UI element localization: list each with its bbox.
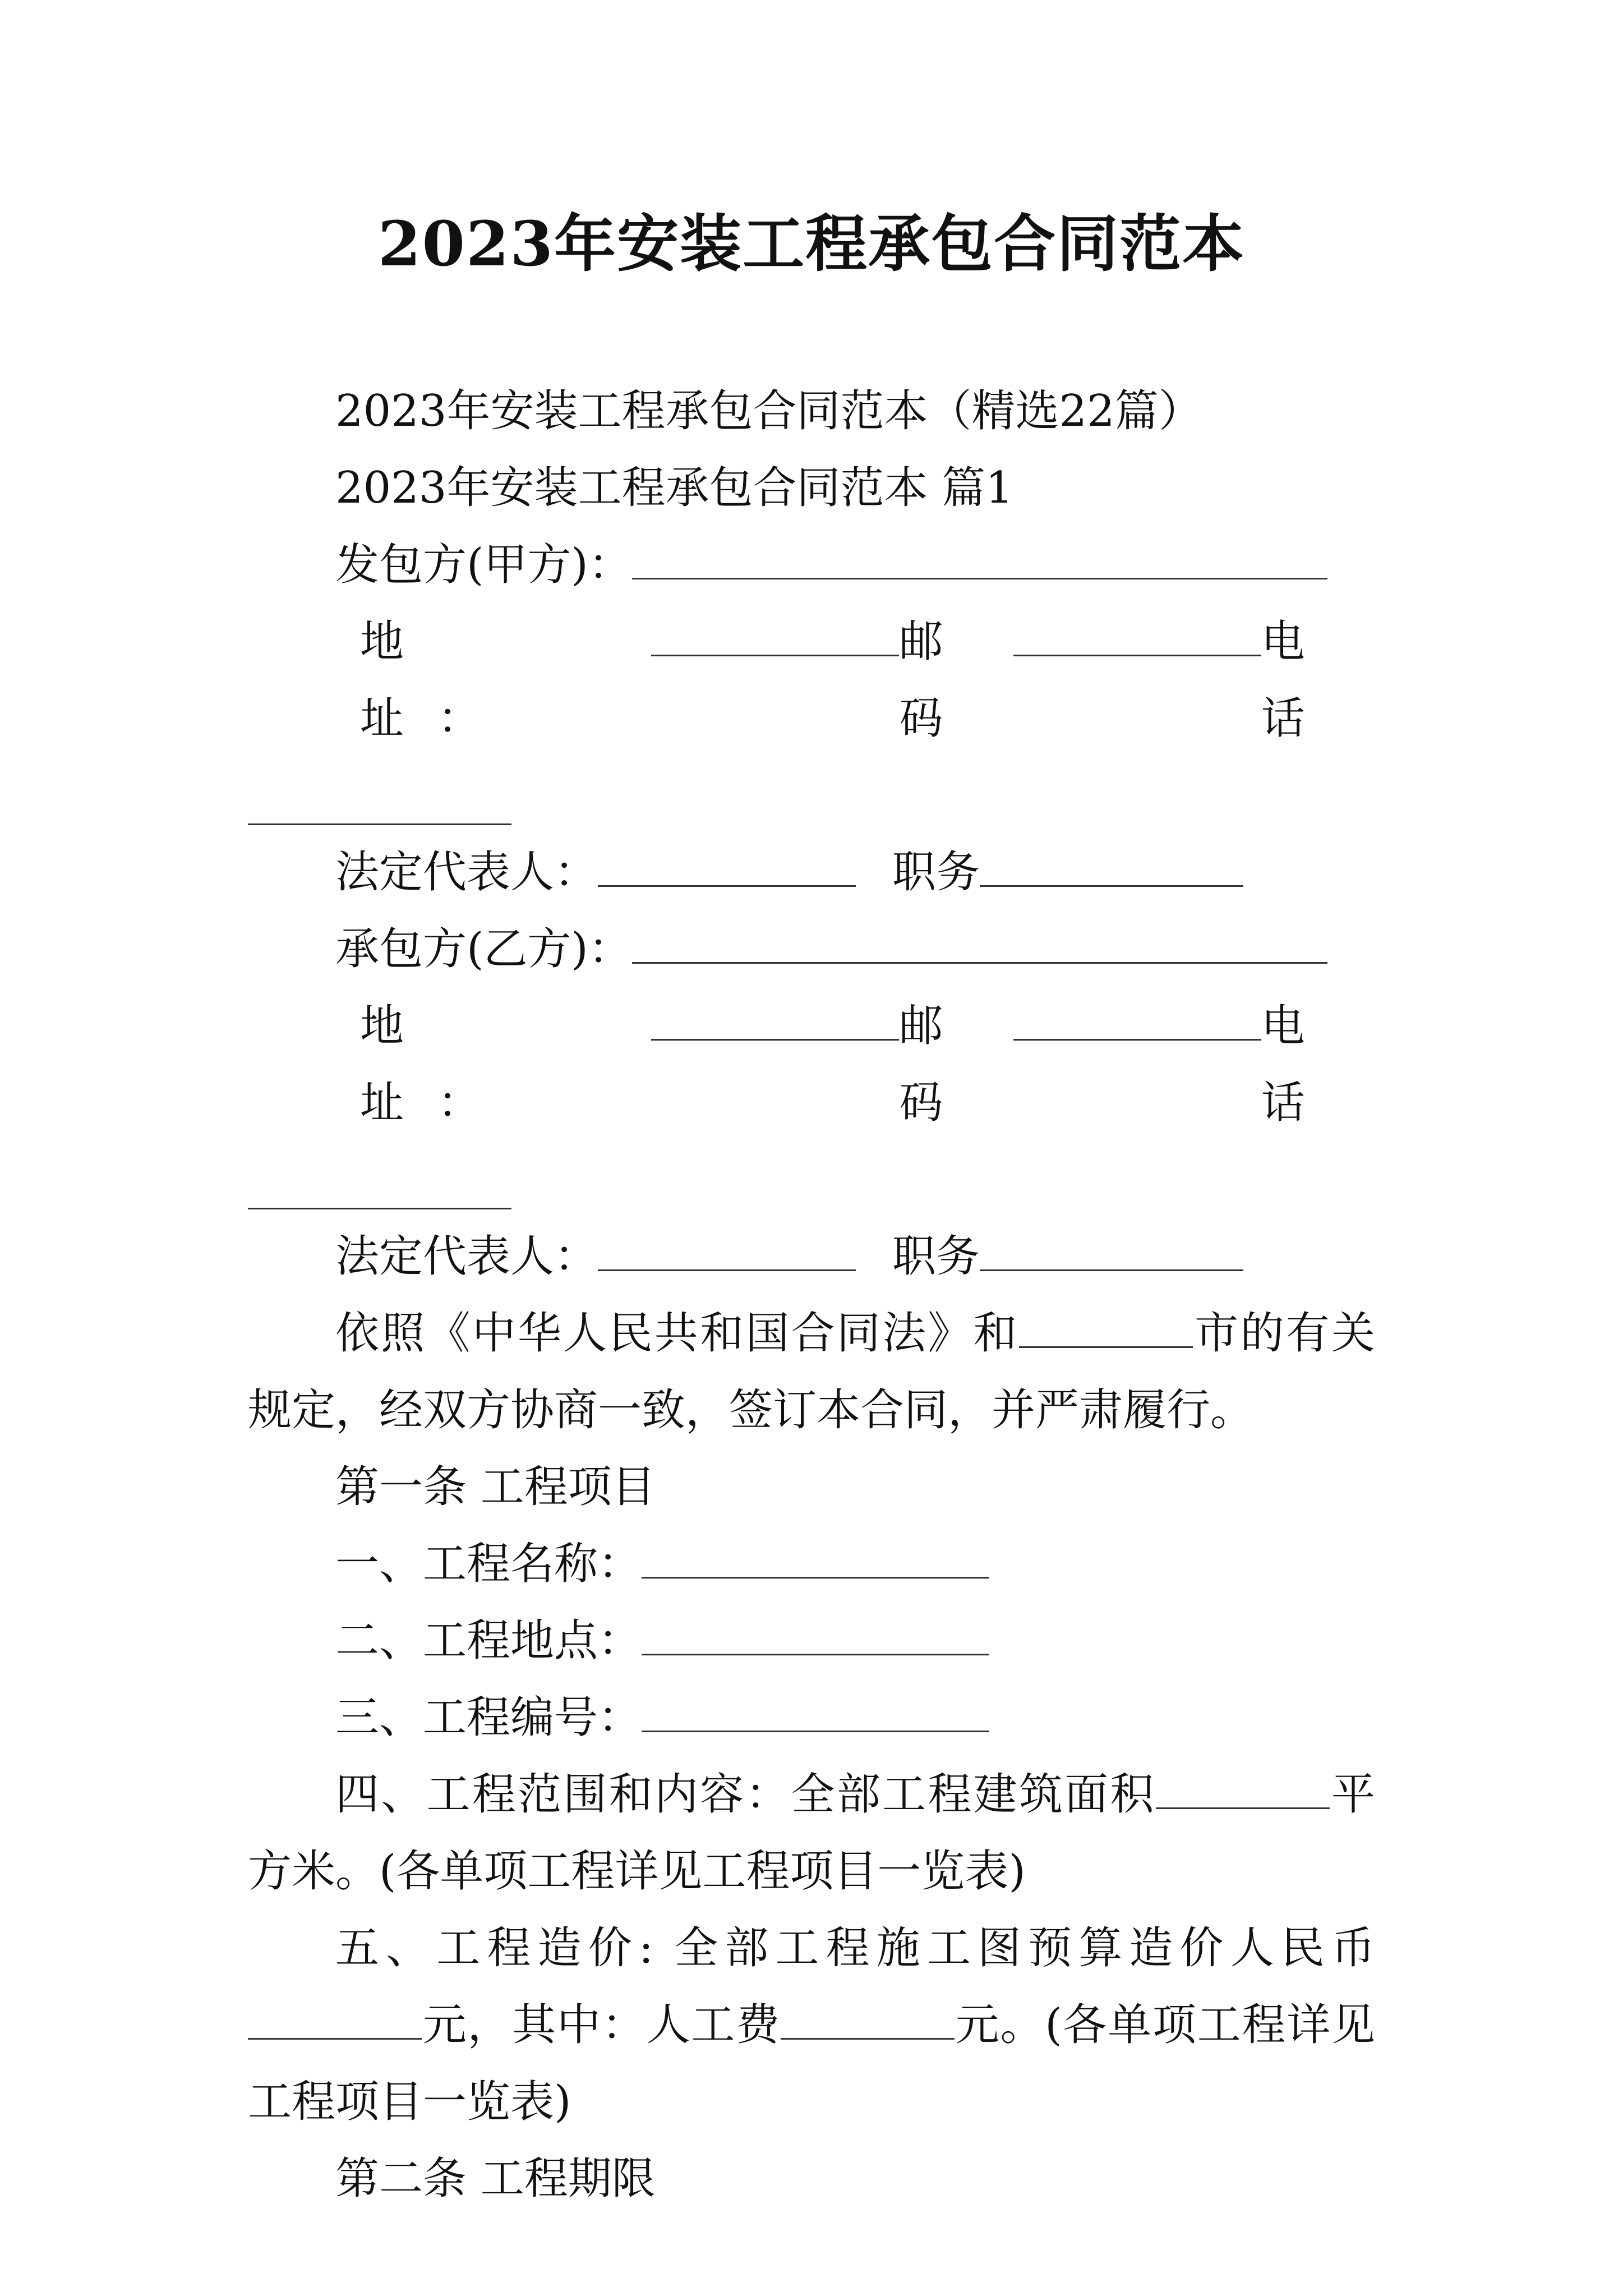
item-5-text-c: 元。(各单项工程详见工程项目一览表) <box>248 2000 1375 2127</box>
postcode-blank <box>1013 995 1261 1041</box>
position-blank <box>980 1226 1243 1271</box>
legal-rep-blank <box>598 1226 856 1271</box>
item-4-paragraph <box>248 1756 1375 1910</box>
basis-text-1: 依照《中华人民共和国合同法》和 <box>335 1308 1019 1359</box>
position-label: 职务 <box>892 847 980 898</box>
party-a-label: 发包方(甲方)： <box>335 540 632 590</box>
phone-blank <box>248 1164 511 1209</box>
legal-rep-label: 法定代表人： <box>335 847 598 898</box>
phone-label: 电话 <box>1261 616 1322 744</box>
party-a-contact-row <box>248 604 1375 757</box>
address-blank <box>651 995 899 1041</box>
party-b-rep-line <box>248 1218 1375 1295</box>
basis-paragraph <box>248 1295 1375 1449</box>
address-label: 地 址： <box>360 616 515 744</box>
item-5-text-a: 五、工程造价: 全部工程施工图预算造价人民币 <box>335 1923 1375 1973</box>
total-cost-blank <box>248 1994 422 2040</box>
postcode-label: 邮码 <box>899 616 960 744</box>
project-location-blank <box>642 1610 989 1655</box>
item-2-label: 二、工程地点： <box>335 1616 642 1666</box>
party-b-phone-line <box>248 1142 1375 1218</box>
area-blank <box>1156 1764 1330 1809</box>
position-label: 职务 <box>892 1231 980 1282</box>
article-2-heading: 第二条 工程期限 <box>335 2154 656 2204</box>
part-heading: 2023年安装工程承包合同范本 篇1 <box>335 463 1013 513</box>
postcode-label: 邮码 <box>899 1001 960 1128</box>
party-a-phone-line <box>248 757 1375 834</box>
article-1-heading: 第一条 工程项目 <box>335 1462 656 1512</box>
party-a-line <box>248 527 1375 604</box>
phone-label: 电话 <box>1261 1001 1322 1128</box>
item-4-text-a: 四、工程范围和内容：全部工程建筑面积 <box>335 1769 1156 1820</box>
project-name-blank <box>642 1533 989 1579</box>
item-3-label: 三、工程编号： <box>335 1692 642 1743</box>
legal-rep-label: 法定代表人： <box>335 1231 598 1282</box>
item-5-paragraph <box>248 1910 1375 2141</box>
postcode-blank <box>1013 611 1261 656</box>
legal-rep-blank <box>598 841 856 887</box>
phone-blank <box>248 780 511 825</box>
item-3-line <box>248 1680 1375 1756</box>
document-body <box>248 373 1375 2217</box>
item-5-text-b: 元，其中：人工费 <box>422 2000 781 2050</box>
party-b-label: 承包方(乙方)： <box>335 924 632 974</box>
party-b-contact-row <box>248 988 1375 1142</box>
basis-text-2: 市的有关规定，经双方协商一致，签订本合同，并严肃履行。 <box>248 1308 1375 1435</box>
party-b-line <box>248 911 1375 988</box>
item-2-line <box>248 1603 1375 1680</box>
party-a-rep-line <box>248 834 1375 911</box>
project-number-blank <box>642 1687 989 1732</box>
address-blank <box>651 611 899 656</box>
labor-cost-blank <box>781 1994 955 2040</box>
city-blank <box>1019 1303 1193 1348</box>
address-label: 地 址： <box>360 1001 515 1128</box>
item-4-text-b: 平方米。(各单项工程详见工程项目一览表) <box>248 1769 1375 1897</box>
position-blank <box>980 841 1243 887</box>
item-1-line <box>248 1526 1375 1603</box>
subtitle-line: 2023年安装工程承包合同范本（精选22篇） <box>335 386 1202 436</box>
party-b-blank <box>632 918 1327 964</box>
party-a-blank <box>632 534 1327 579</box>
item-1-label: 一、工程名称： <box>335 1539 642 1589</box>
page-title: 2023年安装工程承包合同范本 <box>377 208 1246 280</box>
